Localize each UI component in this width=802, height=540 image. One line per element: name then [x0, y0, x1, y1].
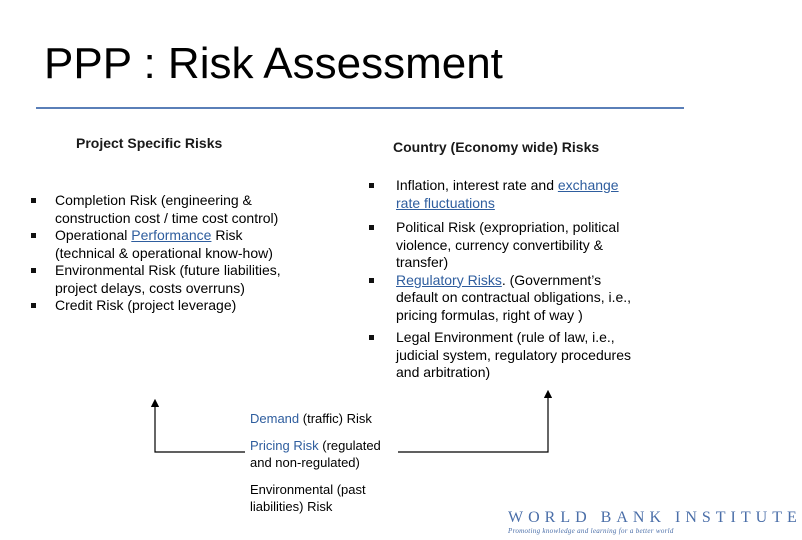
project-specific-list	[55, 192, 330, 315]
logo-wordmark: WORLD BANK INSTITUTE	[508, 509, 802, 526]
list-item: Political Risk (expropriation, political violence, currency convertibility & transfer)	[396, 219, 676, 272]
exchange-text: exchange	[557, 177, 619, 193]
environmental-risk-item: Environmental (past liabilities) Risk	[250, 482, 366, 514]
bullet-icon	[31, 233, 36, 238]
list-item: Completion Risk (engineering & construction cost / time cost control)	[55, 192, 330, 227]
list-item: Environmental Risk (future liabilities, project delays, costs overruns)	[55, 262, 330, 297]
country-risks-list	[396, 177, 676, 382]
performance-text: Performance	[131, 227, 212, 243]
bullet-icon	[31, 303, 36, 308]
country-risks-heading: Country (Economy wide) Risks	[393, 139, 600, 155]
rate-fluctuations-text: rate fluctuations	[396, 194, 495, 211]
project-specific-heading: Project Specific Risks	[76, 135, 223, 151]
slide-title: PPP : Risk Assessment	[44, 39, 503, 88]
shared-risks-block	[250, 410, 430, 525]
bullet-icon	[369, 183, 374, 188]
bullet-icon	[369, 225, 374, 230]
pricing-risk-item: Pricing Risk (regulated and non-regulated)	[250, 438, 381, 470]
bullet-icon	[369, 335, 374, 340]
bullet-icon	[369, 278, 374, 283]
left-arrow	[155, 403, 245, 452]
list-item: Inflation, interest rate and exchange rate fluctuations	[396, 177, 676, 212]
demand-risk-item: Demand (traffic) Risk	[250, 411, 372, 426]
list-item: Credit Risk (project leverage)	[55, 297, 330, 315]
bullet-icon	[31, 198, 36, 203]
world-bank-institute-logo	[508, 509, 802, 536]
logo-tagline: Promoting knowledge and learning for a better world	[508, 527, 674, 535]
title-divider	[36, 107, 684, 109]
regulatory-risks-text: Regulatory Risks	[396, 271, 502, 288]
bullet-icon	[31, 268, 36, 273]
list-item: Regulatory Risks. (Government’s default on contractual obligations, i.e., pricing formulas, right of way )	[396, 272, 676, 325]
list-item: Legal Environment (rule of law, i.e., judicial system, regulatory procedures and arbitration)	[396, 329, 676, 382]
list-item: Operational Performance Risk (technical & operational know-how)	[55, 227, 330, 262]
